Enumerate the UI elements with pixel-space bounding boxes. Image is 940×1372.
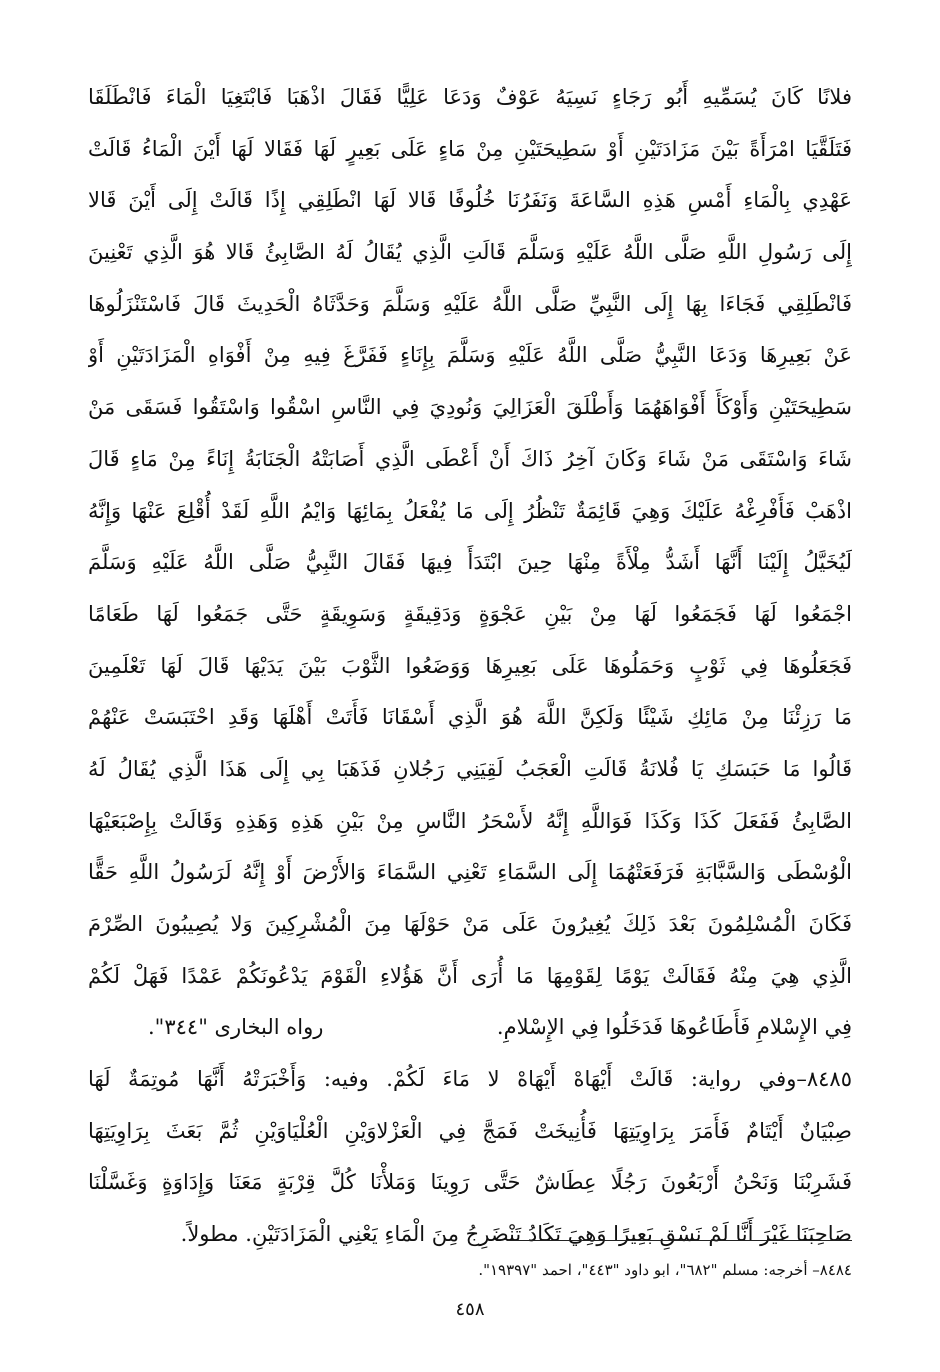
text-line: مَا رَزِئْنَا مِنْ مَائِكِ شَيْئًا وَلَكِنَّ اللَّهَ هُوَ الَّذِي أَسْقَانَا فَأَتَتْ أَهْلَهَا وَقَدِ احْتَبَسَتْ عَنْهُمْ [88, 705, 852, 730]
text-line: فَجَعَلُوهَا فِي ثَوْبٍ وَحَمَلُوهَا عَلَى بَعِيرِهَا وَوَضَعُوا الثَّوْبَ بَيْنَ يَدَيْهَا قَالَ لَهَا تَعْلَمِينَ [88, 653, 852, 678]
text-line: عَهْدِي بِالْمَاءِ أَمْسِ هَذِهِ السَّاعَةَ وَنَفَرُنَا خُلُوفًا قَالا لَهَا انْطَلِقِي إِذًا قَالَتْ إِلَى أَيْنَ قَالا [88, 188, 852, 213]
text-line: فَتَلَقَّيَا امْرَأَةً بَيْنَ مَزَادَتَيْنِ أَوْ سَطِيحَتَيْنِ مِنْ مَاءٍ عَلَى بَعِيرٍ لَهَا فَقَالا لَهَا أَيْنَ الْمَاءُ قَالَتْ [88, 136, 852, 161]
text-line-with-narration [88, 1002, 852, 1054]
text-line: فلانًا كَانَ يُسَمِّيهِ أَبُو رَجَاءٍ نَسِيَهُ عَوْفٌ وَدَعَا عَلِيًّا فَقَالَ اذْهَبَا فَابْتَغِيَا الْمَاءَ فَانْطَلَقَا [88, 85, 852, 109]
hadith-ending: فِي الإِسْلامِ فَأَطَاعُوهَا فَدَخَلُوا فِي الإِسْلامِ. [496, 1015, 852, 1040]
text-line: الصَّابِئُ فَفَعَلَ كَذَا وَكَذَا فَوَاللَّهِ إِنَّهُ لأَسْحَرُ النَّاسِ مِنْ بَيْنِ هَذِهِ وَهَذِهِ وَقَالَتْ بِإِصْبَعَيْهَا [88, 808, 852, 833]
text-line: فَشَرِبْنَا وَنَحْنُ أَرْبَعُونَ رَجُلًا عِطَاشٌ حَتَّى رَوِينَا وَمَلأْنَا كُلَّ قِرْبَةٍ مَعَنَا وَإِدَاوَةٍ وَغَسَّلْنَا [88, 1170, 852, 1195]
text-line: اذْهَبْ فَأَفْرِغْهُ عَلَيْكَ وَهِيَ قَائِمَةٌ تَنْظُرُ إِلَى مَا يُفْعَلُ بِمَائِهَا وَايْمُ اللَّهِ لَقَدْ أُقْلِعَ عَنْهَا وَإِنَّهُ [88, 498, 852, 523]
text-line: سَطِيحَتَيْنِ وَأَوْكَأَ أَفْوَاهَهُمَا وَأَطْلَقَ الْعَزَالِيَ وَنُودِيَ فِي النَّاسِ اسْقُوا وَاسْتَقُوا فَسَقَى مَنْ [88, 395, 852, 420]
text-line: قَالُوا مَا حَبَسَكِ يَا فُلانَةُ قَالَتِ الْعَجَبُ لَقِيَنِي رَجُلانِ فَذَهَبَا بِي إِلَى هَذَا الَّذِي يُقَالُ لَهُ [88, 756, 852, 781]
text-line: لَيُخَيَّلُ إِلَيْنَا أَنَّهَا أَشَدُّ مِلْأَةً مِنْهَا حِينَ ابْتَدَأَ فِيهَا فَقَالَ النَّبِيُّ صَلَّى اللَّهُ عَلَيْهِ وَسَلَّمَ [88, 550, 852, 575]
text-line: صَاحِبَنَا غَيْرَ أَنَّا لَمْ نَسْقِ بَعِيرًا وَهِيَ تَكَادُ تَنْضَرِجُ مِنَ الْمَاءِ يَعْنِي الْمَزَادَتَيْنِ. مطولاً. [180, 1222, 852, 1247]
narration-reference: رواه البخارى "٣٤٤". [148, 1015, 324, 1040]
text-line: شَاءَ وَاسْتَقَى مَنْ شَاءَ وَكَانَ آخِرُ ذَاكَ أَنْ أَعْطَى الَّذِي أَصَابَتْهُ الْجَنَابَةُ إِنَاءً مِنْ مَاءٍ قَالَ [88, 446, 852, 471]
hadith-text-block [88, 72, 852, 1261]
text-line: فَانْطَلِقِي فَجَاءَا بِهَا إِلَى النَّبِيِّ صَلَّى اللَّهُ عَلَيْهِ وَسَلَّمَ وَحَدَّثَاهُ الْحَدِيثَ قَالَ فَاسْتَنْزَلُوهَا [88, 291, 852, 316]
text-line: صِبْيَانٌ أَيْتَامٌ فَأَمَرَ بِرَاوِيَتِهَا فَأُنِيخَتْ فَمَجَّ فِي الْعَزْلاوَيْنِ الْعُلْيَاوَيْنِ ثُمَّ بَعَثَ بِرَاوِيَتِهَا [88, 1118, 852, 1143]
text-line: عَنْ بَعِيرِهَا وَدَعَا النَّبِيُّ صَلَّى اللَّهُ عَلَيْهِ وَسَلَّمَ بِإِنَاءٍ فَفَرَّغَ فِيهِ مِنْ أَفْوَاهِ الْمَزَادَتَيْنِ أَوْ [88, 343, 852, 368]
text-line: الَّذِي هِيَ مِنْهُ فَقَالَتْ يَوْمًا لِقَوْمِهَا مَا أُرَى أَنَّ هَؤُلاءِ الْقَوْمَ يَدْعُونَكُمْ عَمْدًا فَهَلْ لَكُمْ [88, 963, 852, 988]
footnote: ٨٤٨٤– أخرجه: مسلم "٦٨٢"، ابو داود "٤٤٣"، احمد "١٩٣٩٧". [478, 1261, 852, 1279]
hadith-8485-line: ٨٤٨٥–وفي رواية: قَالَتْ أَيْهَاهْ أَيْهَاهْ لا مَاءَ لَكُمْ. وفيه: وَأَخْبَرَتْهُ أَنَّهَا مُوتِمَةٌ لَهَا [88, 1067, 852, 1092]
page-number: ٤٥٨ [455, 1299, 485, 1320]
text-line: إِلَى رَسُولِ اللَّهِ صَلَّى اللَّهُ عَلَيْهِ وَسَلَّمَ قَالَتِ الَّذِي يُقَالُ لَهُ الصَّابِئُ قَالا هُوَ الَّذِي تَعْنِينَ [88, 240, 852, 265]
text-line: فَكَانَ الْمُسْلِمُونَ بَعْدَ ذَلِكَ يُغِيرُونَ عَلَى مَنْ حَوْلَهَا مِنَ الْمُشْرِكِينَ وَلا يُصِيبُونَ الصِّرْمَ [88, 912, 852, 936]
text-line: اجْمَعُوا لَهَا فَجَمَعُوا لَهَا مِنْ بَيْنِ عَجْوَةٍ وَدَقِيقَةٍ وَسَوِيقَةٍ حَتَّى جَمَعُوا لَهَا طَعَامًا [88, 601, 852, 626]
text-line: الْوُسْطَى وَالسَّبَّابَةِ فَرَفَعَتْهُمَا إِلَى السَّمَاءِ تَعْنِي السَّمَاءَ وَالأَرْضَ أَوْ إِنَّهُ لَرَسُولُ اللَّهِ حَقًّا [88, 860, 852, 885]
footnote-divider [507, 1240, 852, 1241]
